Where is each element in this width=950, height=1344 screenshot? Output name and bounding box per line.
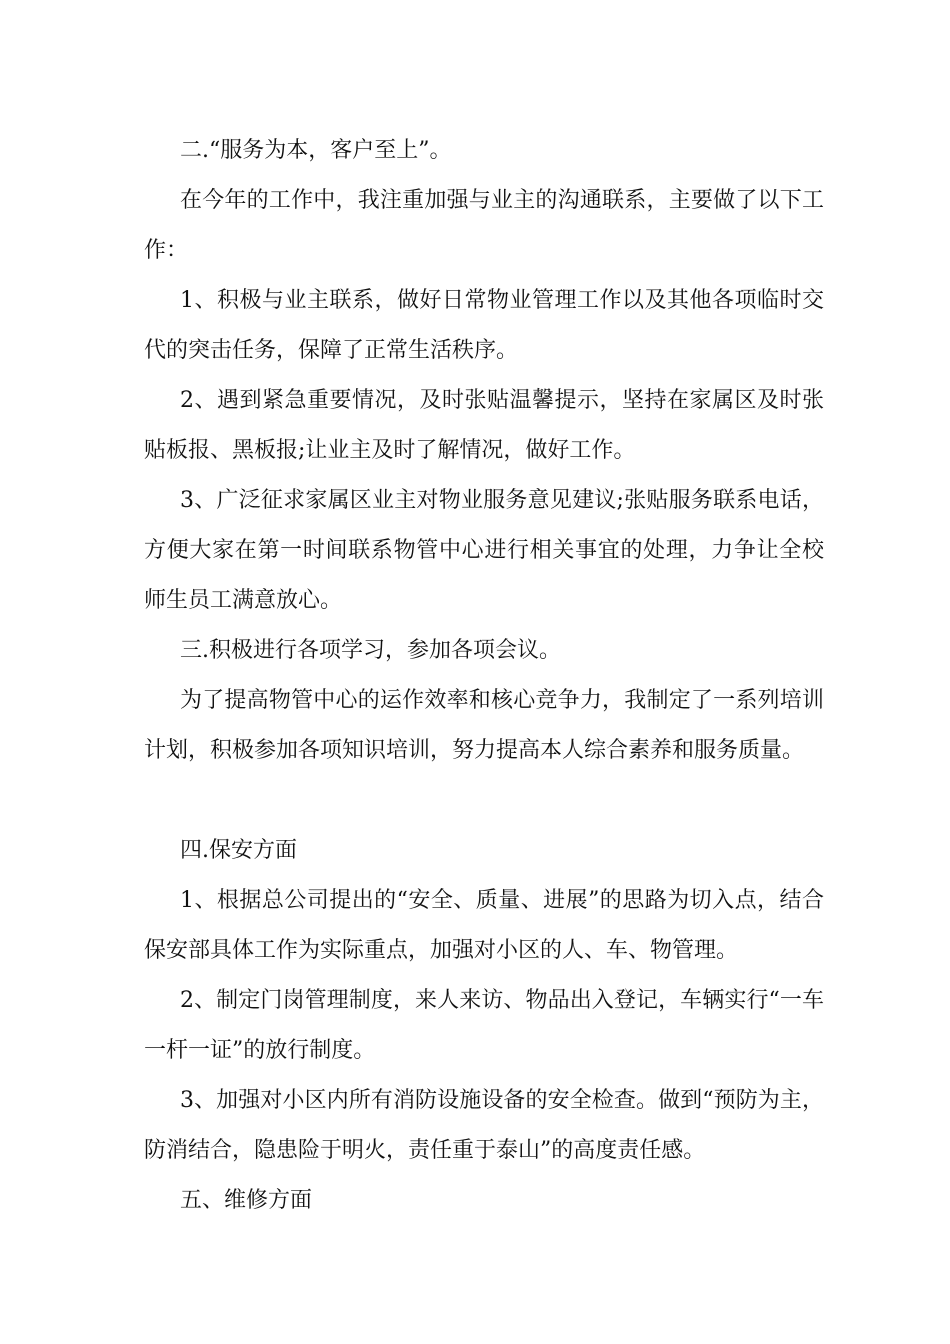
paragraph-security-item-3: 3、加强对小区内所有消防设施设备的安全检查。做到“预防为主，防消结合，隐患险于明火，责任重于泰山”的高度责任感。 (144, 1088, 824, 1163)
section-heading-maintenance: 五、维修方面 (180, 1188, 313, 1213)
section-heading-security: 四.保安方面 (180, 838, 297, 863)
paragraph-security-item-2: 2、制定门岗管理制度，来人来访、物品出入登记，车辆实行“一车一杆一证”的放行制度。 (144, 988, 824, 1063)
paragraph-service-item-2: 2、遇到紧急重要情况，及时张贴温馨提示，坚持在家属区及时张贴板报、黑板报;让业主及时了解情况，做好工作。 (144, 388, 824, 463)
section-heading-service: 二.“服务为本，客户至上”。 (180, 138, 452, 163)
section-heading-learning: 三.积极进行各项学习，参加各项会议。 (180, 638, 561, 663)
paragraph-service-item-3: 3、广泛征求家属区业主对物业服务意见建议;张贴服务联系电话，方便大家在第一时间联系物管中心进行相关事宜的处理，力争让全校师生员工满意放心。 (144, 488, 824, 613)
paragraph-learning-body: 为了提高物管中心的运作效率和核心竞争力，我制定了一系列培训计划，积极参加各项知识培训，努力提高本人综合素养和服务质量。 (144, 688, 824, 763)
paragraph-service-item-1: 1、积极与业主联系，做好日常物业管理工作以及其他各项临时交代的突击任务，保障了正常生活秩序。 (144, 288, 824, 363)
paragraph-service-intro: 在今年的工作中，我注重加强与业主的沟通联系，主要做了以下工作： (144, 188, 824, 263)
paragraph-security-item-1: 1、根据总公司提出的“安全、质量、进展”的思路为切入点，结合保安部具体工作为实际重点，加强对小区的人、车、物管理。 (144, 888, 824, 963)
